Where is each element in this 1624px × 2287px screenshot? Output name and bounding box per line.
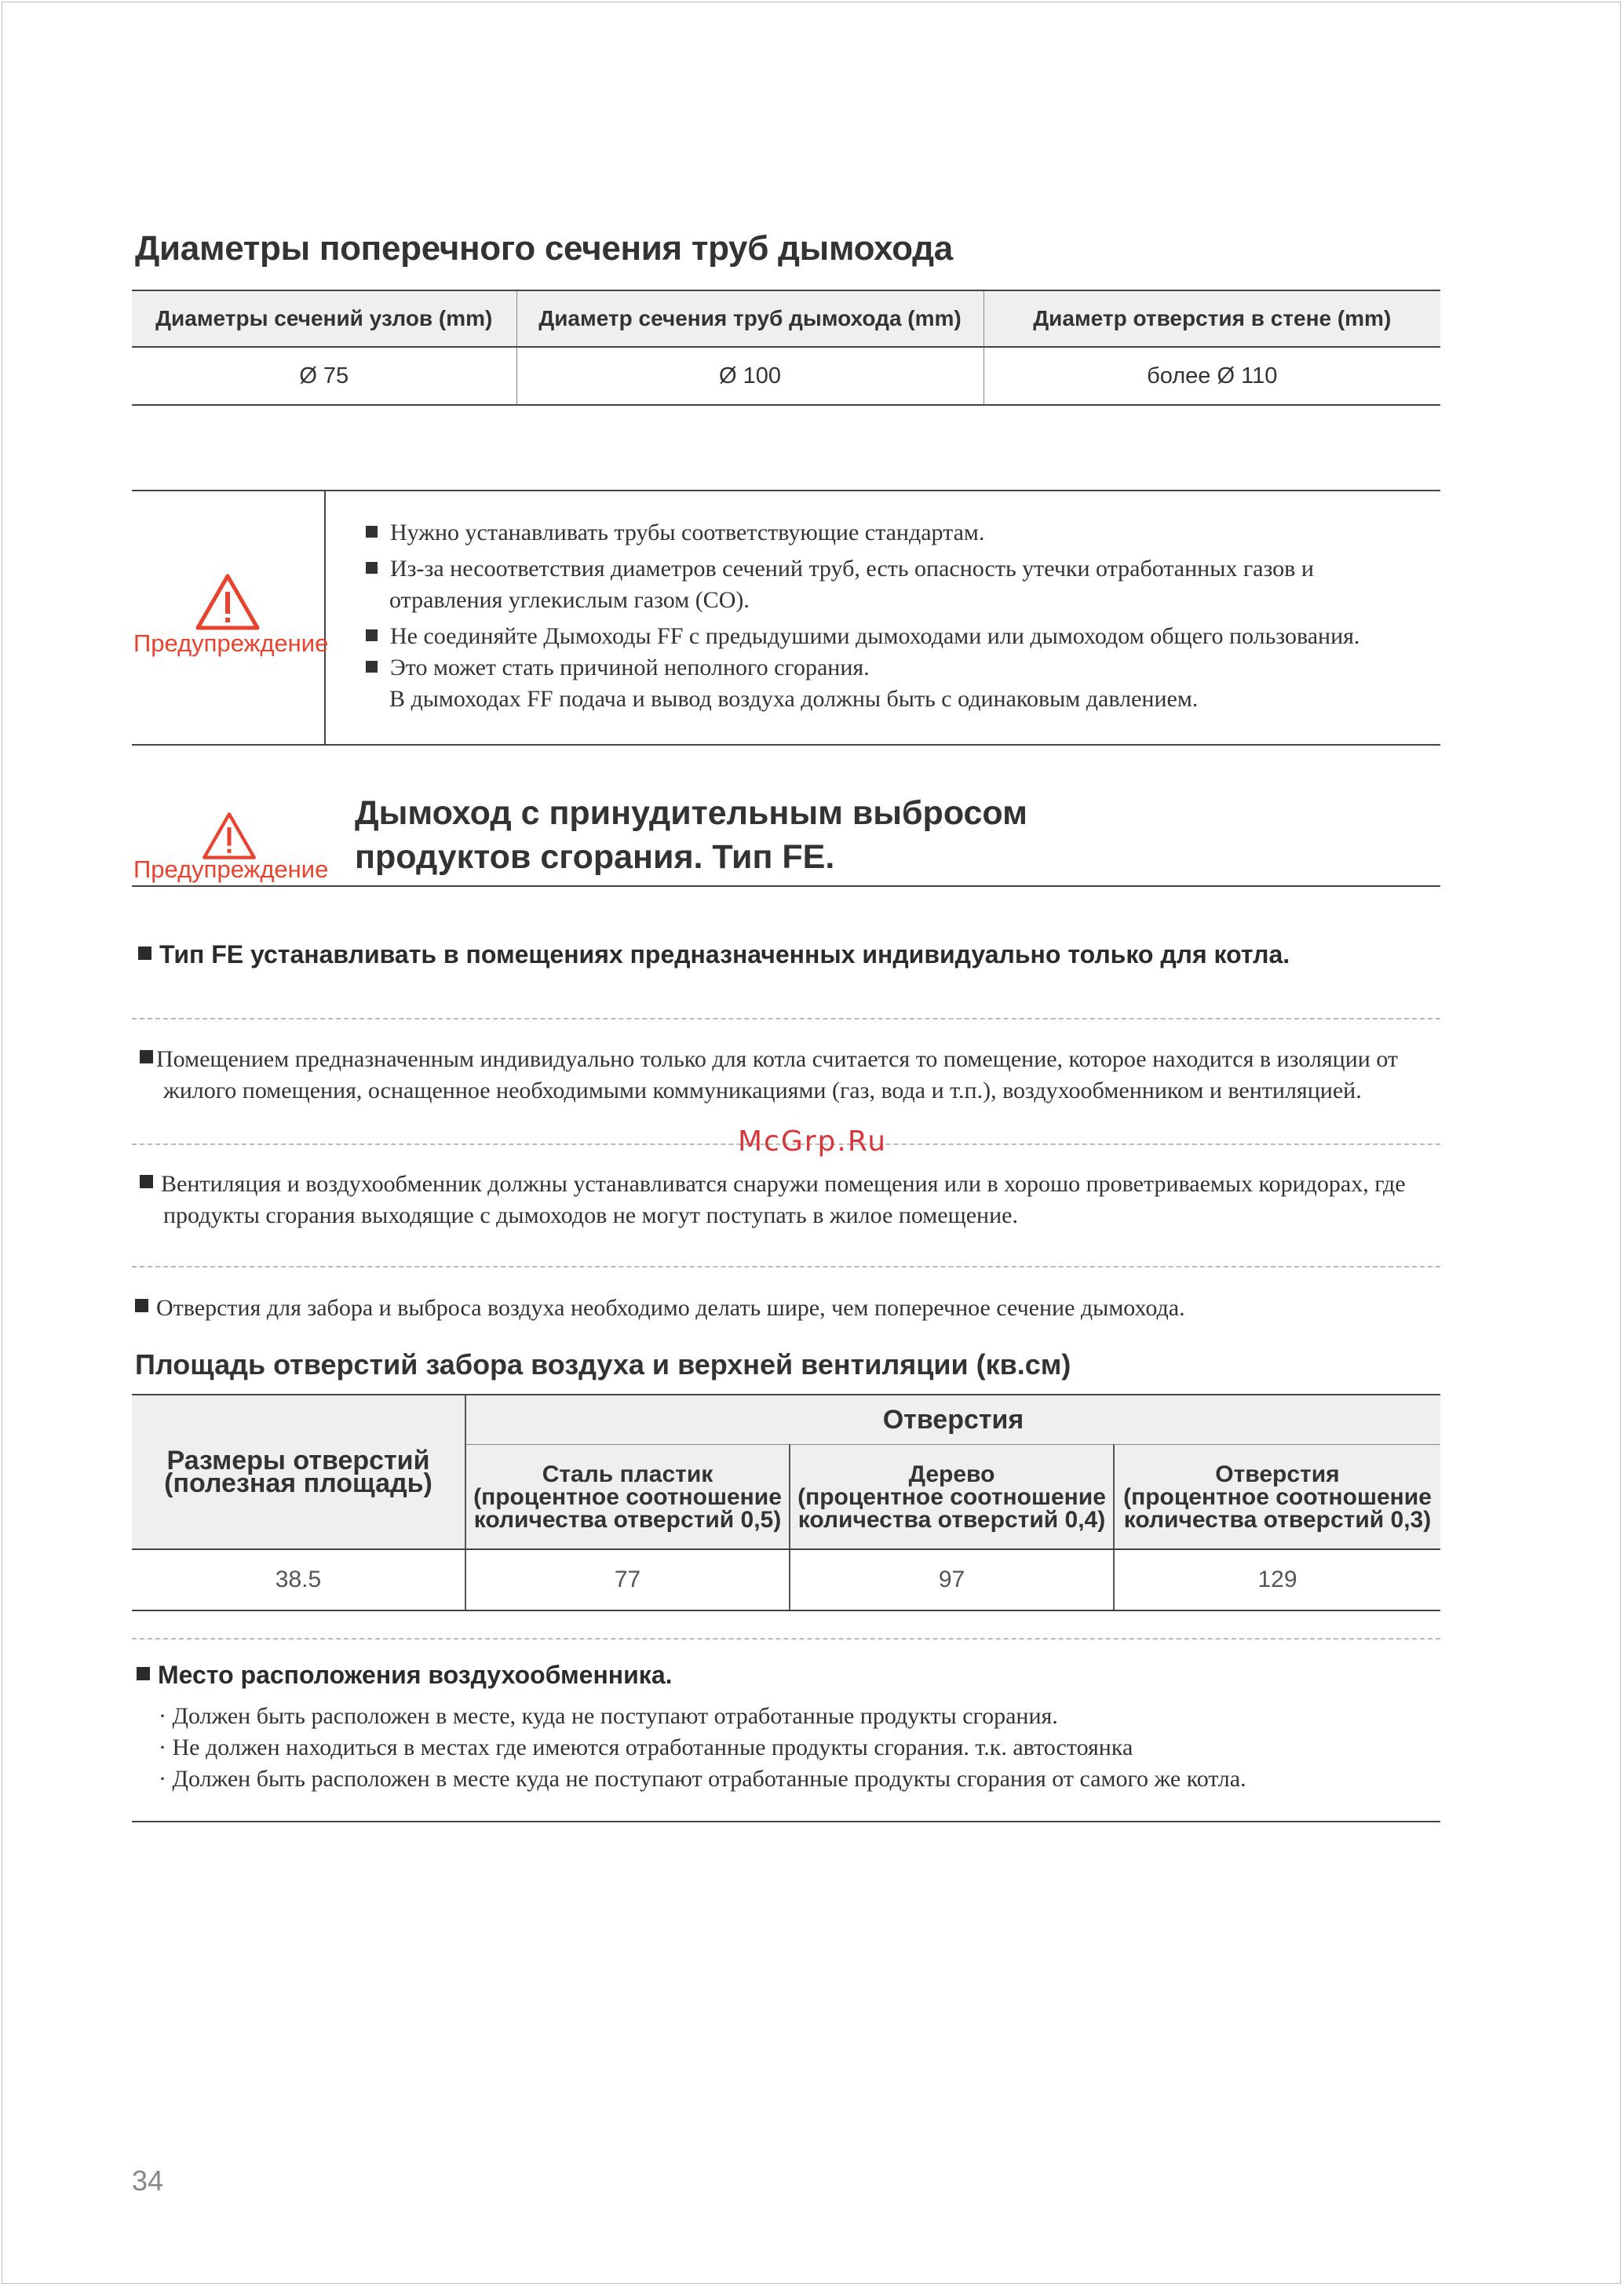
bullet-square-icon xyxy=(135,1299,148,1312)
table-row xyxy=(132,347,1440,405)
table-cell: 77 xyxy=(465,1549,790,1610)
paragraph: Вентиляция и воздухообменник должны устанавливатся снаружи помещения или в хорошо проветриваемых коридорах, где продукты сгорания выходящие с дымоходов не могут поступать в жилое помещение. xyxy=(140,1169,1406,1231)
warning-triangle-icon xyxy=(201,812,257,860)
table-header: Диаметр отверстия в стене (mm) xyxy=(984,290,1440,347)
bullet-square-icon xyxy=(366,562,378,574)
warning-triangle-icon xyxy=(195,573,261,631)
table-row xyxy=(132,1549,1440,1610)
list-item: · Должен быть расположен в месте, куда не поступают отработанные продукты сгорания. xyxy=(159,1703,1058,1729)
warning-label: Предупреждение xyxy=(133,629,329,657)
bullet-square-icon xyxy=(137,1667,150,1680)
table-header-row xyxy=(132,1395,1440,1445)
watermark: McGrp.Ru xyxy=(738,1125,888,1158)
bullet-square-icon xyxy=(140,1175,153,1188)
fe-requirement: Тип FE устанавливать в помещениях предназначенных индивидуально только для котла. xyxy=(138,940,1290,969)
table-header: Сталь пластик (процентное соотношение количества отверстий 0,5) xyxy=(465,1445,790,1550)
section-title-chimney-diameters: Диаметры поперечного сечения труб дымохода xyxy=(135,229,953,268)
warning-line: Нужно устанавливать трубы соответствующие стандартам. xyxy=(366,515,1359,551)
table-cell: более Ø 110 xyxy=(984,347,1440,405)
warning-line: Из-за несоответствия диаметров сечений труб, есть опасность утечки отработанных газов и xyxy=(366,551,1359,587)
warning-box xyxy=(132,490,1440,746)
section-title-air-exchanger: Место расположения воздухообменника. xyxy=(137,1661,673,1690)
table-header: Дерево (процентное соотношение количества отверстий 0,4) xyxy=(790,1445,1114,1550)
warning-label: Предупреждение xyxy=(133,855,329,883)
table-cell: Ø 75 xyxy=(132,347,516,405)
table-cell: 38.5 xyxy=(132,1549,465,1610)
warning-line: Не соединяйте Дымоходы FF с предыдушими дымоходами или дымоходом общего пользования. xyxy=(366,618,1359,655)
air-exchanger-list xyxy=(159,1701,1246,1795)
section-title-fe-chimney: Дымоход с принудительным выбросом продуктов сгорания. Тип FE. xyxy=(355,794,1027,876)
divider xyxy=(324,491,326,744)
list-item: · Не должен находиться в местах где имеются отработанные продукты сгорания. т.к. автостоянка xyxy=(159,1734,1133,1760)
warning-line: отравления углекислым газом (CO). xyxy=(389,587,750,613)
table-cell: 129 xyxy=(1114,1549,1440,1610)
dashed-divider xyxy=(132,1266,1440,1268)
table-header: Диаметр сечения труб дымохода (mm) xyxy=(516,290,984,347)
table-header-row xyxy=(132,290,1440,347)
paragraph: Помещением предназначенным индивидуально только для котла считается то помещение, которое находится в изоляции от жилого помещения, оснащенное необходимыми коммуникациями (газ, вода и т.п.), воздухообменником и вентиляцией. xyxy=(140,1044,1398,1107)
table-cell: 97 xyxy=(790,1549,1114,1610)
table-header: Диаметры сечений узлов (mm) xyxy=(132,290,516,347)
diameters-table xyxy=(132,290,1440,406)
warning-text xyxy=(366,515,1359,717)
paragraph: Отверстия для забора и выброса воздуха необходимо делать шире, чем поперечное сечение дымохода. xyxy=(135,1293,1185,1324)
warning-line: Это может стать причиной неполного сгорания. xyxy=(366,650,1359,686)
bullet-square-icon xyxy=(366,629,378,641)
group-header: Отверстия xyxy=(465,1395,1440,1445)
bullet-square-icon xyxy=(140,1050,153,1063)
divider xyxy=(132,885,1440,887)
warning-line: В дымоходах FF подача и вывод воздуха должны быть с одинаковым давлением. xyxy=(389,686,1199,712)
table-cell: Ø 100 xyxy=(516,347,984,405)
vent-area-table xyxy=(132,1394,1440,1611)
dashed-divider xyxy=(132,1638,1440,1640)
divider xyxy=(132,1821,1440,1822)
row-header: Размеры отверстий (полезная площадь) xyxy=(132,1395,465,1549)
list-item: · Должен быть расположен в месте куда не поступают отработанные продукты сгорания от самого же котла. xyxy=(159,1766,1246,1792)
dashed-divider xyxy=(132,1018,1440,1019)
page-number: 34 xyxy=(132,2165,164,2197)
bullet-square-icon xyxy=(366,526,378,538)
section-title-vent-area: Площадь отверстий забора воздуха и верхней вентиляции (кв.см) xyxy=(135,1348,1071,1381)
bullet-square-icon xyxy=(366,661,378,673)
table-header: Отверстия (процентное соотношение количества отверстий 0,3) xyxy=(1114,1445,1440,1550)
bullet-square-icon xyxy=(138,947,151,960)
